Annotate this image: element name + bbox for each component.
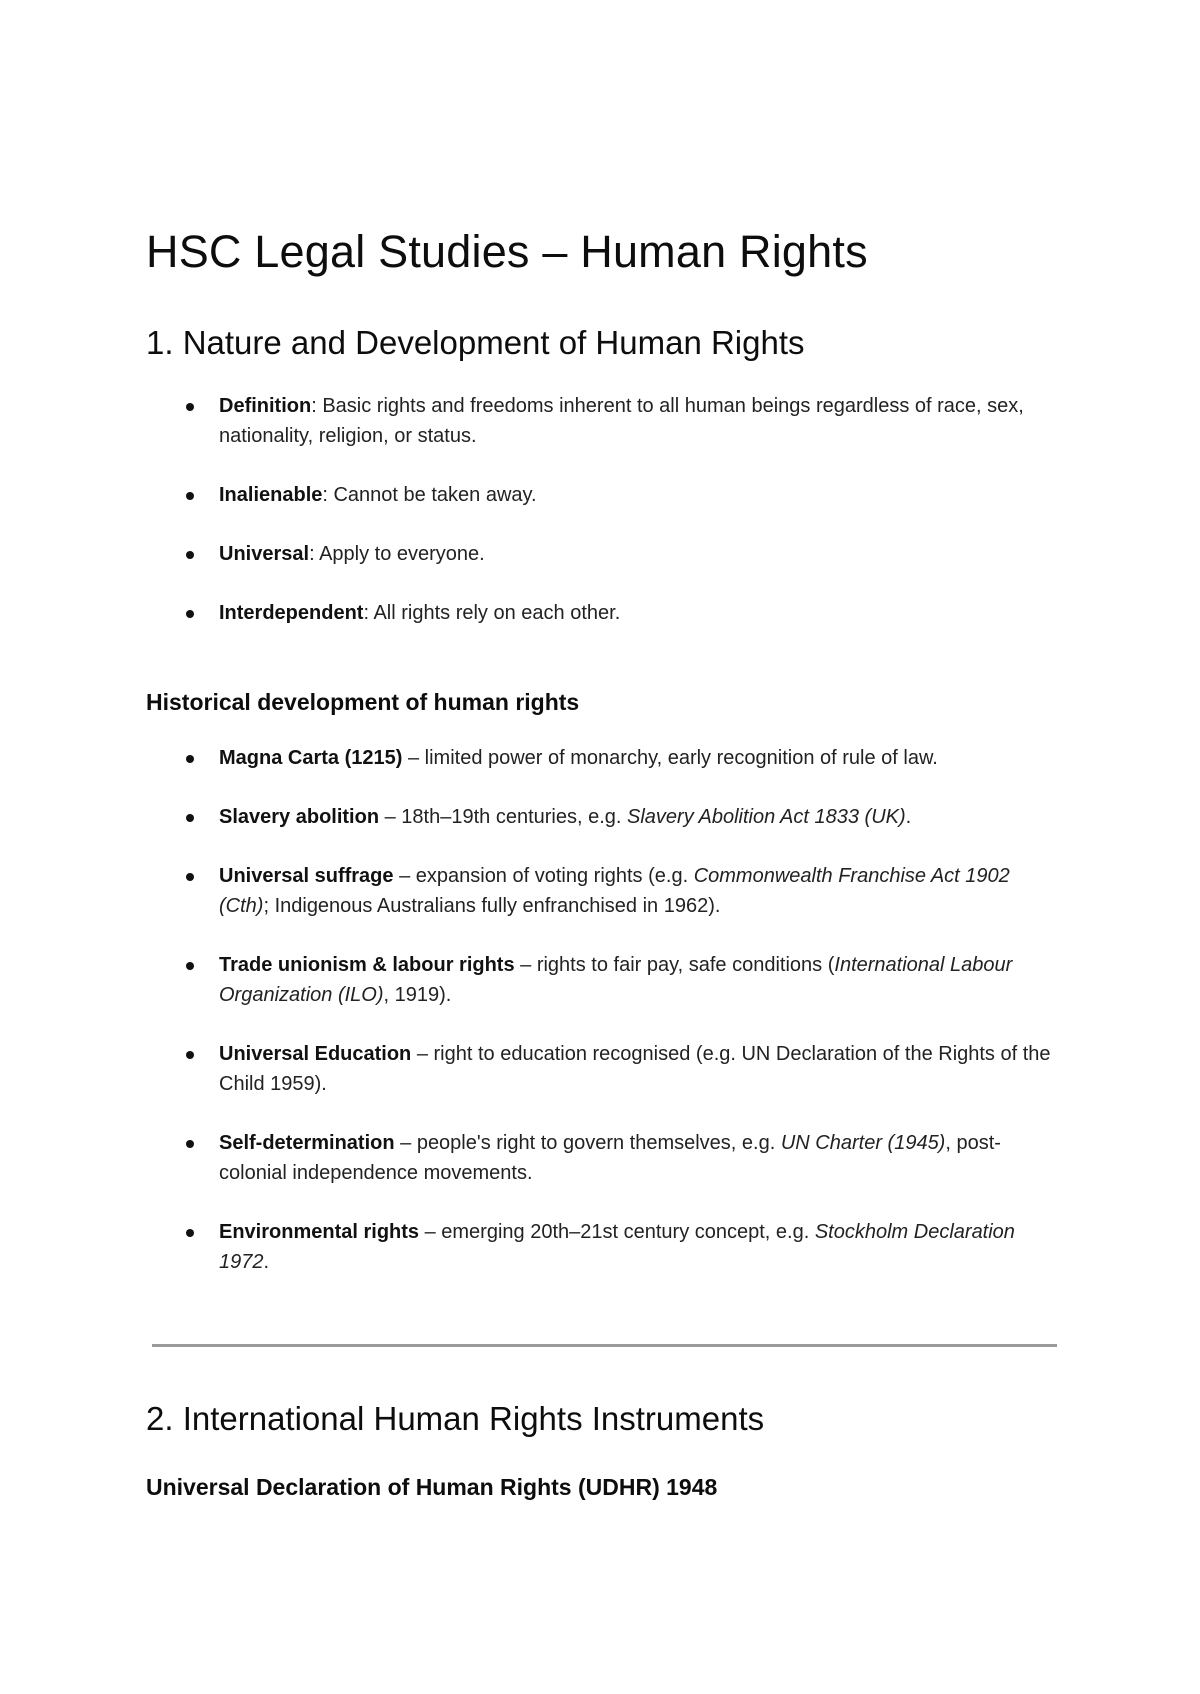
item-tail: . — [263, 1250, 270, 1273]
item-label: Environmental rights — [219, 1221, 420, 1243]
list-item — [219, 540, 1059, 570]
item-label: Slavery abolition — [219, 806, 380, 828]
section-1-heading: 1. Nature and Development of Human Rights — [146, 324, 805, 361]
item-tail: ; Indigenous Australians fully enfranchised in 1962). — [263, 894, 721, 917]
item-reference: Stockholm Declaration 1972 — [219, 1221, 1015, 1273]
item-text: – limited power of monarchy, early recognition of rule of law. — [402, 747, 938, 769]
list-item — [219, 599, 1059, 629]
item-text: – expansion of voting rights (e.g. — [393, 865, 694, 887]
bullet-icon — [186, 814, 194, 822]
item-text: – 18th–19th centuries, e.g. — [379, 806, 628, 828]
list-item — [219, 862, 1059, 921]
item-tail: , 1919). — [383, 983, 452, 1006]
list-item — [219, 744, 1059, 774]
bullet-icon — [186, 1229, 194, 1237]
list-item — [219, 1218, 1059, 1277]
item-label: Interdependent — [219, 602, 364, 624]
list-item — [219, 1129, 1059, 1188]
bullet-icon — [186, 1051, 194, 1059]
item-text: : Cannot be taken away. — [322, 484, 537, 506]
bullet-icon — [186, 1140, 194, 1148]
item-label: Trade unionism & labour rights — [219, 954, 515, 976]
item-label: Universal — [219, 543, 310, 565]
list-item — [219, 481, 1059, 511]
bullet-icon — [186, 403, 194, 411]
item-reference: International Labour Organization (ILO) — [219, 954, 1013, 1006]
item-text: : All rights rely on each other. — [363, 602, 621, 624]
item-tail: . — [905, 806, 912, 828]
list-item — [219, 392, 1059, 451]
item-text: – rights to fair pay, safe conditions ( — [514, 954, 835, 976]
item-text: : Apply to everyone. — [309, 543, 485, 565]
item-label: Inalienable — [219, 484, 323, 506]
bullet-icon — [186, 873, 194, 881]
item-label: Self-determination — [219, 1132, 395, 1154]
list-item — [219, 951, 1059, 1010]
item-text: : Basic rights and freedoms inherent to all human beings regardless of race, sex, nationality, religion, or status. — [219, 395, 1024, 447]
item-tail: , post-colonial independence movements. — [219, 1132, 1001, 1184]
item-text: – people's right to govern themselves, e.g. — [394, 1132, 781, 1154]
bullet-icon — [186, 551, 194, 559]
section-divider — [152, 1344, 1057, 1347]
item-label: Definition — [219, 395, 312, 417]
item-label: Universal Education — [219, 1043, 412, 1065]
item-text: – emerging 20th–21st century concept, e.g. — [419, 1221, 815, 1243]
udhr-subheading: Universal Declaration of Human Rights (UDHR) 1948 — [146, 1474, 718, 1500]
item-label: Magna Carta (1215) — [219, 747, 403, 769]
list-item — [219, 1040, 1059, 1099]
list-item — [219, 803, 1059, 833]
item-text: – right to education recognised (e.g. UN Declaration of the Rights of the Child 1959). — [219, 1043, 1051, 1095]
bullet-icon — [186, 755, 194, 763]
bullet-icon — [186, 492, 194, 500]
item-label: Universal suffrage — [219, 865, 394, 887]
document-title: HSC Legal Studies – Human Rights — [146, 226, 868, 277]
bullet-icon — [186, 962, 194, 970]
bullet-icon — [186, 610, 194, 618]
item-reference: Commonwealth Franchise Act 1902 (Cth) — [219, 865, 1010, 917]
item-reference: Slavery Abolition Act 1833 (UK) — [627, 806, 906, 828]
section-2-heading: 2. International Human Rights Instruments — [146, 1400, 765, 1437]
history-subheading: Historical development of human rights — [146, 689, 580, 715]
item-reference: UN Charter (1945) — [780, 1132, 946, 1154]
